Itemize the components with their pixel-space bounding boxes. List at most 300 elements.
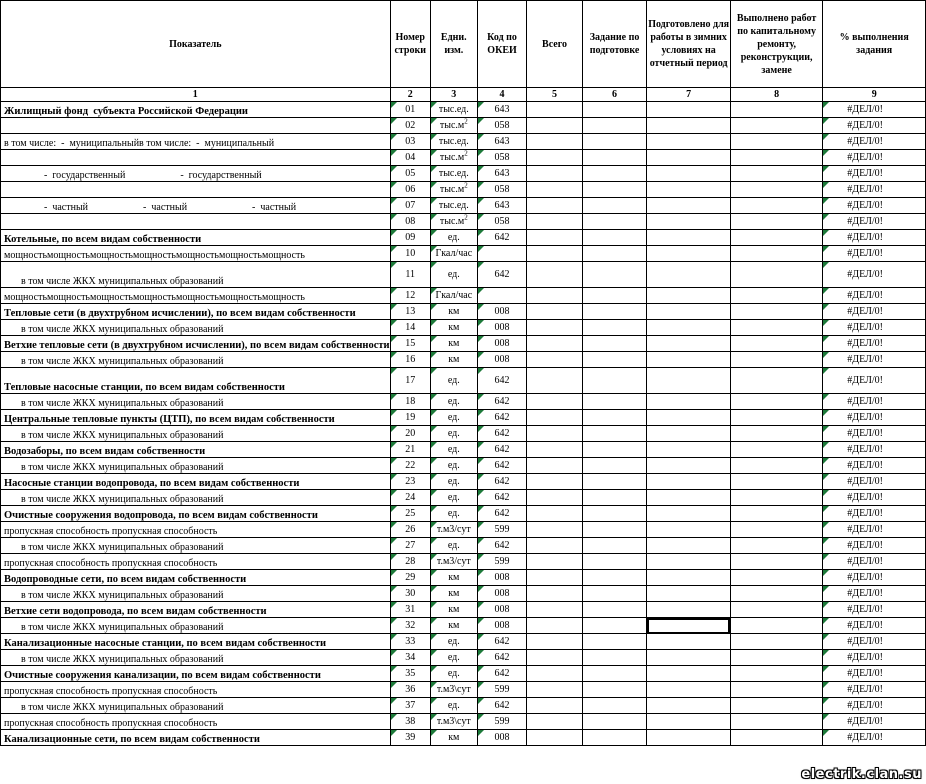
repaired-cell[interactable] <box>730 246 823 262</box>
percent-cell[interactable]: #ДЕЛ/0! <box>823 474 926 490</box>
okei-cell[interactable]: 643 <box>477 166 527 182</box>
unit-cell[interactable] <box>430 352 477 368</box>
percent-cell[interactable]: #ДЕЛ/0! <box>823 262 926 288</box>
row-number-cell[interactable]: 28 <box>390 554 430 570</box>
unit-cell[interactable] <box>430 618 477 634</box>
header-prepared[interactable]: Подготовлено для работы в зимних условиях на отчетный период <box>647 1 730 88</box>
unit-cell[interactable] <box>430 426 477 442</box>
row-number-cell[interactable]: 31 <box>390 602 430 618</box>
row-number-cell[interactable]: 07 <box>390 198 430 214</box>
column-number-cell[interactable]: 4 <box>477 88 527 102</box>
task-cell[interactable] <box>582 666 647 682</box>
percent-cell[interactable]: #ДЕЛ/0! <box>823 410 926 426</box>
row-number-cell[interactable]: 15 <box>390 336 430 352</box>
row-number-cell[interactable]: 16 <box>390 352 430 368</box>
prepared-cell[interactable] <box>647 410 730 426</box>
repaired-cell[interactable] <box>730 230 823 246</box>
okei-cell[interactable]: 008 <box>477 336 527 352</box>
row-number-cell[interactable]: 05 <box>390 166 430 182</box>
prepared-cell[interactable] <box>647 304 730 320</box>
unit-cell[interactable] <box>430 214 477 230</box>
header-indicator[interactable]: Показатель <box>1 1 391 88</box>
indicator-cell[interactable] <box>1 150 391 166</box>
prepared-cell[interactable] <box>647 618 730 634</box>
row-number-cell[interactable]: 11 <box>390 262 430 288</box>
okei-cell[interactable]: 642 <box>477 490 527 506</box>
indicator-cell[interactable]: Ветхие тепловые сети (в двухтрубном исчислении), по всем видам собственности <box>1 336 391 352</box>
row-number-cell[interactable]: 06 <box>390 182 430 198</box>
task-cell[interactable] <box>582 474 647 490</box>
prepared-cell[interactable] <box>647 198 730 214</box>
unit-cell[interactable] <box>430 336 477 352</box>
row-number-cell[interactable]: 29 <box>390 570 430 586</box>
indicator-cell[interactable]: - частный - частный - частный <box>1 198 391 214</box>
okei-cell[interactable]: 642 <box>477 442 527 458</box>
percent-cell[interactable]: #ДЕЛ/0! <box>823 230 926 246</box>
prepared-cell[interactable] <box>647 368 730 394</box>
prepared-cell[interactable] <box>647 666 730 682</box>
unit-cell[interactable] <box>430 538 477 554</box>
task-cell[interactable] <box>582 698 647 714</box>
task-cell[interactable] <box>582 320 647 336</box>
repaired-cell[interactable] <box>730 262 823 288</box>
task-cell[interactable] <box>582 490 647 506</box>
row-number-cell[interactable]: 21 <box>390 442 430 458</box>
okei-cell[interactable]: 642 <box>477 474 527 490</box>
task-cell[interactable] <box>582 288 647 304</box>
prepared-cell[interactable] <box>647 426 730 442</box>
row-number-cell[interactable]: 23 <box>390 474 430 490</box>
total-cell[interactable] <box>527 698 582 714</box>
indicator-cell[interactable]: Жилищный фонд субъекта Российской Федерации <box>1 102 391 118</box>
header-okei[interactable]: Код по ОКЕИ <box>477 1 527 88</box>
task-cell[interactable] <box>582 394 647 410</box>
header-repaired[interactable]: Выполнено работ по капитальному ремонту, реконструкции, замене <box>730 1 823 88</box>
task-cell[interactable] <box>582 682 647 698</box>
okei-cell[interactable]: 642 <box>477 458 527 474</box>
total-cell[interactable] <box>527 262 582 288</box>
header-task[interactable]: Задание по подготовке <box>582 1 647 88</box>
total-cell[interactable] <box>527 730 582 746</box>
task-cell[interactable] <box>582 368 647 394</box>
task-cell[interactable] <box>582 506 647 522</box>
prepared-cell[interactable] <box>647 102 730 118</box>
unit-cell[interactable] <box>430 586 477 602</box>
repaired-cell[interactable] <box>730 602 823 618</box>
unit-cell[interactable] <box>430 410 477 426</box>
row-number-cell[interactable]: 03 <box>390 134 430 150</box>
unit-cell[interactable] <box>430 182 477 198</box>
okei-cell[interactable]: 642 <box>477 506 527 522</box>
indicator-cell[interactable]: пропускная способность пропускная способность <box>1 714 391 730</box>
unit-cell[interactable] <box>430 198 477 214</box>
percent-cell[interactable]: #ДЕЛ/0! <box>823 102 926 118</box>
task-cell[interactable] <box>582 166 647 182</box>
unit-cell[interactable] <box>430 698 477 714</box>
repaired-cell[interactable] <box>730 352 823 368</box>
prepared-cell[interactable] <box>647 538 730 554</box>
indicator-cell[interactable] <box>1 214 391 230</box>
okei-cell[interactable]: 642 <box>477 410 527 426</box>
column-number-cell[interactable]: 6 <box>582 88 647 102</box>
percent-cell[interactable]: #ДЕЛ/0! <box>823 666 926 682</box>
unit-cell[interactable] <box>430 134 477 150</box>
prepared-cell[interactable] <box>647 730 730 746</box>
header-total[interactable]: Всего <box>527 1 582 88</box>
prepared-cell[interactable] <box>647 586 730 602</box>
header-unit[interactable]: Едни. изм. <box>430 1 477 88</box>
percent-cell[interactable]: #ДЕЛ/0! <box>823 214 926 230</box>
indicator-cell[interactable]: в том числе ЖКХ муниципальных образований <box>1 394 391 410</box>
total-cell[interactable] <box>527 458 582 474</box>
task-cell[interactable] <box>582 262 647 288</box>
unit-cell[interactable] <box>430 150 477 166</box>
prepared-cell[interactable] <box>647 634 730 650</box>
total-cell[interactable] <box>527 304 582 320</box>
okei-cell[interactable]: 642 <box>477 538 527 554</box>
row-number-cell[interactable]: 25 <box>390 506 430 522</box>
task-cell[interactable] <box>582 214 647 230</box>
indicator-cell[interactable]: мощностьмощностьмощностьмощностьмощностьмощностьмощность <box>1 288 391 304</box>
percent-cell[interactable]: #ДЕЛ/0! <box>823 118 926 134</box>
task-cell[interactable] <box>582 730 647 746</box>
repaired-cell[interactable] <box>730 166 823 182</box>
okei-cell[interactable]: 008 <box>477 570 527 586</box>
indicator-cell[interactable]: Тепловые насосные станции, по всем видам собственности <box>1 368 391 394</box>
total-cell[interactable] <box>527 650 582 666</box>
repaired-cell[interactable] <box>730 426 823 442</box>
okei-cell[interactable]: 642 <box>477 230 527 246</box>
total-cell[interactable] <box>527 666 582 682</box>
row-number-cell[interactable]: 10 <box>390 246 430 262</box>
task-cell[interactable] <box>582 650 647 666</box>
unit-cell[interactable] <box>430 442 477 458</box>
okei-cell[interactable]: 642 <box>477 634 527 650</box>
indicator-cell[interactable]: в том числе ЖКХ муниципальных образований <box>1 352 391 368</box>
total-cell[interactable] <box>527 198 582 214</box>
percent-cell[interactable]: #ДЕЛ/0! <box>823 506 926 522</box>
unit-cell[interactable] <box>430 246 477 262</box>
indicator-cell[interactable]: в том числе ЖКХ муниципальных образований <box>1 426 391 442</box>
total-cell[interactable] <box>527 618 582 634</box>
prepared-cell[interactable] <box>647 522 730 538</box>
header-row-no[interactable]: Номер строки <box>390 1 430 88</box>
total-cell[interactable] <box>527 288 582 304</box>
repaired-cell[interactable] <box>730 554 823 570</box>
total-cell[interactable] <box>527 714 582 730</box>
repaired-cell[interactable] <box>730 458 823 474</box>
percent-cell[interactable]: #ДЕЛ/0! <box>823 554 926 570</box>
unit-cell[interactable] <box>430 458 477 474</box>
unit-cell[interactable] <box>430 320 477 336</box>
task-cell[interactable] <box>582 304 647 320</box>
column-number-cell[interactable]: 3 <box>430 88 477 102</box>
prepared-cell[interactable] <box>647 134 730 150</box>
total-cell[interactable] <box>527 320 582 336</box>
row-number-cell[interactable]: 24 <box>390 490 430 506</box>
repaired-cell[interactable] <box>730 182 823 198</box>
percent-cell[interactable]: #ДЕЛ/0! <box>823 288 926 304</box>
row-number-cell[interactable]: 18 <box>390 394 430 410</box>
total-cell[interactable] <box>527 586 582 602</box>
task-cell[interactable] <box>582 102 647 118</box>
unit-cell[interactable] <box>430 288 477 304</box>
prepared-cell[interactable] <box>647 682 730 698</box>
total-cell[interactable] <box>527 336 582 352</box>
row-number-cell[interactable]: 08 <box>390 214 430 230</box>
percent-cell[interactable]: #ДЕЛ/0! <box>823 522 926 538</box>
prepared-cell[interactable] <box>647 182 730 198</box>
task-cell[interactable] <box>582 198 647 214</box>
unit-cell[interactable] <box>430 666 477 682</box>
indicator-cell[interactable]: в том числе ЖКХ муниципальных образований <box>1 458 391 474</box>
percent-cell[interactable]: #ДЕЛ/0! <box>823 602 926 618</box>
column-number-cell[interactable]: 5 <box>527 88 582 102</box>
prepared-cell[interactable] <box>647 336 730 352</box>
indicator-cell[interactable]: пропускная способность пропускная способность <box>1 682 391 698</box>
prepared-cell[interactable] <box>647 166 730 182</box>
indicator-cell[interactable]: Ветхие сети водопровода, по всем видам собственности <box>1 602 391 618</box>
okei-cell[interactable] <box>477 288 527 304</box>
okei-cell[interactable]: 643 <box>477 198 527 214</box>
total-cell[interactable] <box>527 538 582 554</box>
percent-cell[interactable]: #ДЕЛ/0! <box>823 698 926 714</box>
okei-cell[interactable]: 642 <box>477 698 527 714</box>
repaired-cell[interactable] <box>730 714 823 730</box>
indicator-cell[interactable]: Водопроводные сети, по всем видам собственности <box>1 570 391 586</box>
percent-cell[interactable]: #ДЕЛ/0! <box>823 166 926 182</box>
total-cell[interactable] <box>527 352 582 368</box>
percent-cell[interactable]: #ДЕЛ/0! <box>823 304 926 320</box>
prepared-cell[interactable] <box>647 118 730 134</box>
prepared-cell[interactable] <box>647 288 730 304</box>
repaired-cell[interactable] <box>730 490 823 506</box>
task-cell[interactable] <box>582 150 647 166</box>
task-cell[interactable] <box>582 246 647 262</box>
row-number-cell[interactable]: 32 <box>390 618 430 634</box>
indicator-cell[interactable]: - государственный - государственный <box>1 166 391 182</box>
okei-cell[interactable]: 058 <box>477 182 527 198</box>
total-cell[interactable] <box>527 474 582 490</box>
percent-cell[interactable]: #ДЕЛ/0! <box>823 368 926 394</box>
task-cell[interactable] <box>582 458 647 474</box>
row-number-cell[interactable]: 13 <box>390 304 430 320</box>
prepared-cell[interactable] <box>647 246 730 262</box>
prepared-cell[interactable] <box>647 474 730 490</box>
total-cell[interactable] <box>527 246 582 262</box>
indicator-cell[interactable]: в том числе ЖКХ муниципальных образований <box>1 538 391 554</box>
repaired-cell[interactable] <box>730 570 823 586</box>
unit-cell[interactable] <box>430 304 477 320</box>
repaired-cell[interactable] <box>730 522 823 538</box>
indicator-cell[interactable]: Канализационные сети, по всем видам собственности <box>1 730 391 746</box>
unit-cell[interactable] <box>430 714 477 730</box>
okei-cell[interactable]: 058 <box>477 150 527 166</box>
task-cell[interactable] <box>582 618 647 634</box>
row-number-cell[interactable]: 38 <box>390 714 430 730</box>
indicator-cell[interactable]: Водозаборы, по всем видам собственности <box>1 442 391 458</box>
percent-cell[interactable]: #ДЕЛ/0! <box>823 182 926 198</box>
indicator-cell[interactable]: в том числе ЖКХ муниципальных образований <box>1 320 391 336</box>
unit-cell[interactable] <box>430 602 477 618</box>
column-number-cell[interactable]: 9 <box>823 88 926 102</box>
indicator-cell[interactable]: Котельные, по всем видам собственности <box>1 230 391 246</box>
repaired-cell[interactable] <box>730 506 823 522</box>
okei-cell[interactable]: 008 <box>477 618 527 634</box>
row-number-cell[interactable]: 09 <box>390 230 430 246</box>
row-number-cell[interactable]: 04 <box>390 150 430 166</box>
unit-cell[interactable] <box>430 474 477 490</box>
indicator-cell[interactable]: Канализационные насосные станции, по всем видам собственности <box>1 634 391 650</box>
indicator-cell[interactable]: в том числе ЖКХ муниципальных образований <box>1 618 391 634</box>
percent-cell[interactable]: #ДЕЛ/0! <box>823 490 926 506</box>
unit-cell[interactable] <box>430 730 477 746</box>
column-number-cell[interactable]: 7 <box>647 88 730 102</box>
okei-cell[interactable]: 643 <box>477 134 527 150</box>
unit-cell[interactable] <box>430 506 477 522</box>
row-number-cell[interactable]: 37 <box>390 698 430 714</box>
percent-cell[interactable]: #ДЕЛ/0! <box>823 426 926 442</box>
row-number-cell[interactable]: 19 <box>390 410 430 426</box>
okei-cell[interactable]: 642 <box>477 394 527 410</box>
percent-cell[interactable]: #ДЕЛ/0! <box>823 538 926 554</box>
indicator-cell[interactable]: в том числе ЖКХ муниципальных образований <box>1 490 391 506</box>
total-cell[interactable] <box>527 214 582 230</box>
repaired-cell[interactable] <box>730 618 823 634</box>
unit-cell[interactable] <box>430 394 477 410</box>
percent-cell[interactable]: #ДЕЛ/0! <box>823 320 926 336</box>
repaired-cell[interactable] <box>730 698 823 714</box>
okei-cell[interactable] <box>477 246 527 262</box>
row-number-cell[interactable]: 02 <box>390 118 430 134</box>
unit-cell[interactable] <box>430 166 477 182</box>
repaired-cell[interactable] <box>730 102 823 118</box>
task-cell[interactable] <box>582 230 647 246</box>
row-number-cell[interactable]: 35 <box>390 666 430 682</box>
indicator-cell[interactable]: в том числе ЖКХ муниципальных образований <box>1 650 391 666</box>
row-number-cell[interactable]: 36 <box>390 682 430 698</box>
row-number-cell[interactable]: 12 <box>390 288 430 304</box>
unit-cell[interactable] <box>430 682 477 698</box>
repaired-cell[interactable] <box>730 666 823 682</box>
indicator-cell[interactable]: Очистные сооружения водопровода, по всем видам собственности <box>1 506 391 522</box>
indicator-cell[interactable] <box>1 118 391 134</box>
unit-cell[interactable] <box>430 570 477 586</box>
okei-cell[interactable]: 599 <box>477 554 527 570</box>
indicator-cell[interactable]: мощностьмощностьмощностьмощностьмощностьмощностьмощность <box>1 246 391 262</box>
total-cell[interactable] <box>527 634 582 650</box>
unit-cell[interactable] <box>430 650 477 666</box>
total-cell[interactable] <box>527 102 582 118</box>
row-number-cell[interactable]: 01 <box>390 102 430 118</box>
row-number-cell[interactable]: 14 <box>390 320 430 336</box>
indicator-cell[interactable]: Центральные тепловые пункты (ЦТП), по всем видам собственности <box>1 410 391 426</box>
percent-cell[interactable]: #ДЕЛ/0! <box>823 246 926 262</box>
okei-cell[interactable]: 008 <box>477 304 527 320</box>
repaired-cell[interactable] <box>730 394 823 410</box>
total-cell[interactable] <box>527 682 582 698</box>
total-cell[interactable] <box>527 602 582 618</box>
task-cell[interactable] <box>582 426 647 442</box>
task-cell[interactable] <box>582 538 647 554</box>
total-cell[interactable] <box>527 522 582 538</box>
okei-cell[interactable]: 008 <box>477 602 527 618</box>
total-cell[interactable] <box>527 368 582 394</box>
unit-cell[interactable] <box>430 118 477 134</box>
prepared-cell[interactable] <box>647 352 730 368</box>
repaired-cell[interactable] <box>730 730 823 746</box>
prepared-cell[interactable] <box>647 490 730 506</box>
row-number-cell[interactable]: 27 <box>390 538 430 554</box>
task-cell[interactable] <box>582 442 647 458</box>
repaired-cell[interactable] <box>730 134 823 150</box>
prepared-cell[interactable] <box>647 570 730 586</box>
unit-cell[interactable] <box>430 634 477 650</box>
row-number-cell[interactable]: 34 <box>390 650 430 666</box>
task-cell[interactable] <box>582 570 647 586</box>
percent-cell[interactable]: #ДЕЛ/0! <box>823 198 926 214</box>
header-percent[interactable]: % выполнения задания <box>823 1 926 88</box>
okei-cell[interactable]: 599 <box>477 522 527 538</box>
indicator-cell[interactable]: Очистные сооружения канализации, по всем видам собственности <box>1 666 391 682</box>
total-cell[interactable] <box>527 182 582 198</box>
okei-cell[interactable]: 642 <box>477 368 527 394</box>
percent-cell[interactable]: #ДЕЛ/0! <box>823 714 926 730</box>
okei-cell[interactable]: 643 <box>477 102 527 118</box>
column-number-cell[interactable]: 1 <box>1 88 391 102</box>
indicator-cell[interactable] <box>1 182 391 198</box>
okei-cell[interactable]: 642 <box>477 650 527 666</box>
total-cell[interactable] <box>527 442 582 458</box>
unit-cell[interactable] <box>430 262 477 288</box>
percent-cell[interactable]: #ДЕЛ/0! <box>823 586 926 602</box>
prepared-cell[interactable] <box>647 698 730 714</box>
repaired-cell[interactable] <box>730 538 823 554</box>
task-cell[interactable] <box>582 352 647 368</box>
indicator-cell[interactable]: Насосные станции водопровода, по всем видам собственности <box>1 474 391 490</box>
task-cell[interactable] <box>582 602 647 618</box>
indicator-cell[interactable]: в том числе: - муниципальныйв том числе: - муниципальный <box>1 134 391 150</box>
prepared-cell[interactable] <box>647 554 730 570</box>
percent-cell[interactable]: #ДЕЛ/0! <box>823 570 926 586</box>
repaired-cell[interactable] <box>730 442 823 458</box>
repaired-cell[interactable] <box>730 474 823 490</box>
task-cell[interactable] <box>582 410 647 426</box>
total-cell[interactable] <box>527 134 582 150</box>
okei-cell[interactable]: 008 <box>477 730 527 746</box>
repaired-cell[interactable] <box>730 118 823 134</box>
row-number-cell[interactable]: 26 <box>390 522 430 538</box>
percent-cell[interactable]: #ДЕЛ/0! <box>823 618 926 634</box>
repaired-cell[interactable] <box>730 320 823 336</box>
total-cell[interactable] <box>527 426 582 442</box>
prepared-cell[interactable] <box>647 650 730 666</box>
okei-cell[interactable]: 058 <box>477 214 527 230</box>
percent-cell[interactable]: #ДЕЛ/0! <box>823 682 926 698</box>
total-cell[interactable] <box>527 150 582 166</box>
task-cell[interactable] <box>582 336 647 352</box>
row-number-cell[interactable]: 17 <box>390 368 430 394</box>
task-cell[interactable] <box>582 182 647 198</box>
percent-cell[interactable]: #ДЕЛ/0! <box>823 634 926 650</box>
total-cell[interactable] <box>527 230 582 246</box>
percent-cell[interactable]: #ДЕЛ/0! <box>823 394 926 410</box>
repaired-cell[interactable] <box>730 150 823 166</box>
prepared-cell[interactable] <box>647 262 730 288</box>
okei-cell[interactable]: 008 <box>477 352 527 368</box>
repaired-cell[interactable] <box>730 288 823 304</box>
row-number-cell[interactable]: 39 <box>390 730 430 746</box>
